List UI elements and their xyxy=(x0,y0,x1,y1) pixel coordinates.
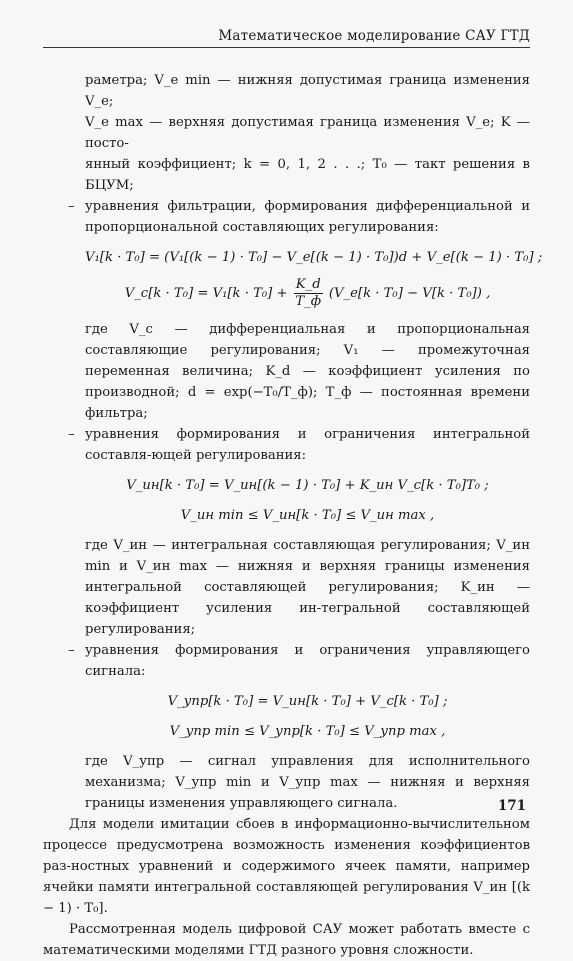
list-dash: – xyxy=(68,427,75,442)
list-dash: – xyxy=(68,643,75,658)
continuation-line: янный коэффициент; k = 0, 1, 2 . . .; T₀ — такт решения в БЦУМ; xyxy=(85,157,530,193)
equation-2-left: V_c[k · T₀] = V₁[k · T₀] + xyxy=(124,286,288,301)
continuation-line: V_e max — верхняя допустимая граница изменения V_e; K — посто- xyxy=(85,115,530,151)
list-item-integral xyxy=(43,424,530,466)
list-item-text: уравнения фильтрации, формирования дифференциальной и пропорциональной составляющих регулирования: xyxy=(85,199,530,235)
paragraph-failures: Для модели имитации сбоев в информационно-вычислительном процессе предусмотрена возможность изменения коэффициентов раз-ностных уравнений и содержимого ячеек памяти, например ячейки памяти интегральной составляющей регулирования V_ин [(k − 1) · T₀]. xyxy=(43,817,530,916)
equation-3: V_ин[k · T₀] = V_ин[(k − 1) · T₀] + K_ин V_c[k · T₀]T₀ ; xyxy=(126,478,489,493)
list-dash: – xyxy=(68,199,75,214)
paragraph-conclusion: Рассмотренная модель цифровой САУ может работать вместе с математическими моделями ГТД разного уровня сложности. xyxy=(43,922,530,958)
page-number: 171 xyxy=(497,798,526,814)
where-clause-1: где V_c — дифференциальная и пропорциональная составляющие регулирования; V₁ — промежуточная переменная величина; K_d — коэффициент усиления по производной; d = exp(−T₀/T_ф); T_ф — постоянная времени фильтра; xyxy=(85,322,530,421)
equation-5: V_упр[k · T₀] = V_ин[k · T₀] + V_c[k · T₀] ; xyxy=(167,694,448,709)
equation-4: V_ин min ≤ V_ин[k · T₀] ≤ V_ин max , xyxy=(180,508,435,523)
list-item-text: уравнения формирования и ограничения управляющего сигнала: xyxy=(85,643,530,679)
list-item-filtering xyxy=(43,196,530,238)
list-item-text: уравнения формирования и ограничения интегральной составля-ющей регулирования: xyxy=(85,427,530,463)
continuation-line: раметра; V_e min — нижняя допустимая граница изменения V_e; xyxy=(85,73,530,109)
equation-1: V₁[k · T₀] = (V₁[(k − 1) · T₀] − V_e[(k − 1) · T₀])d + V_e[(k − 1) · T₀] ; xyxy=(85,250,543,265)
equation-2 xyxy=(43,277,530,310)
where-clause-3: где V_упр — сигнал управления для исполнительного механизма; V_упр min и V_упр max — нижняя и верхняя границы изменения управляющего сигнала. xyxy=(85,754,530,811)
running-title: Математическое моделирование САУ ГТД xyxy=(218,28,530,44)
fraction-denominator: T_ф xyxy=(295,294,322,309)
page-body xyxy=(43,70,543,961)
header-rule xyxy=(43,47,530,48)
where-clause-2: где V_ин — интегральная составляющая регулирования; V_ин min и V_ин max — нижняя и верхняя границы изменения интегральной составляющей регулирования; K_ин — коэффициент усиления ин-тегральной составляющей регулирования; xyxy=(85,538,530,637)
fraction-numerator: K_d xyxy=(295,277,321,292)
list-item-control-signal xyxy=(43,640,530,682)
fraction xyxy=(294,277,323,310)
equation-2-right: (V_e[k · T₀] − V[k · T₀]) , xyxy=(328,286,491,301)
equation-6: V_упр min ≤ V_упр[k · T₀] ≤ V_упр max , xyxy=(169,724,446,739)
